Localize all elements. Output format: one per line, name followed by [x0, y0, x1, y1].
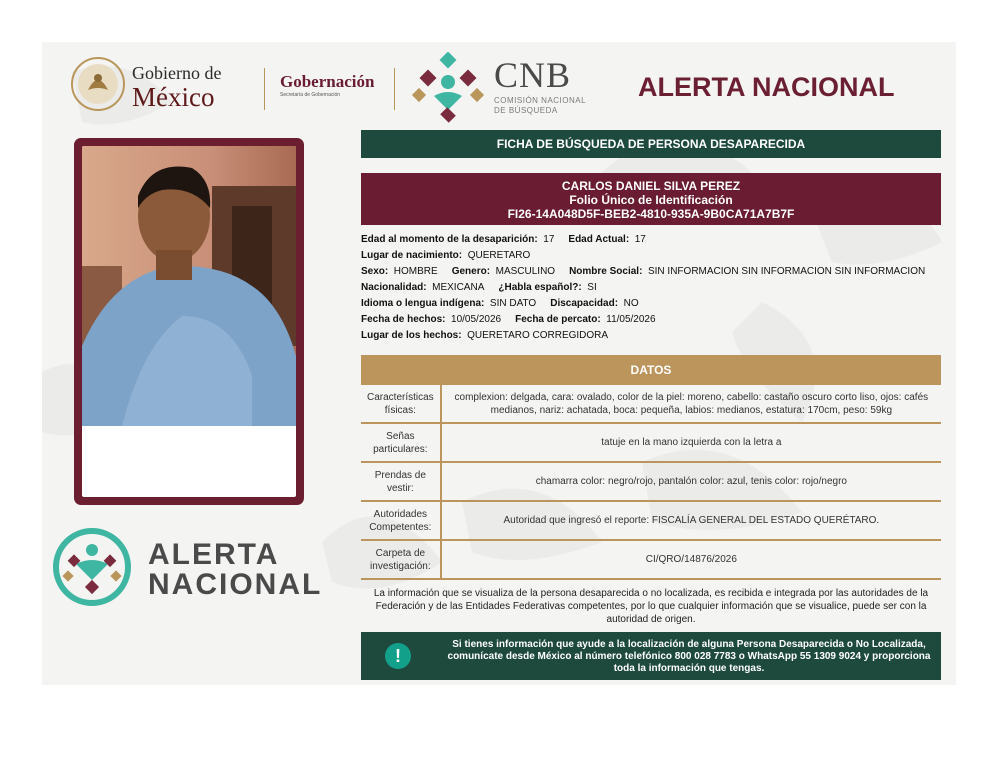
contact-banner	[361, 632, 941, 680]
edad-value: 17	[543, 234, 555, 245]
photo-inner	[82, 146, 296, 497]
sexo-value: HOMBRE	[393, 266, 438, 277]
fecha-hechos-value: 10/05/2026	[451, 314, 502, 325]
edad-actual-label: Edad Actual:	[568, 234, 630, 245]
exclamation-icon: !	[385, 643, 411, 669]
cnb-sub-line1: COMISIÓN NACIONAL	[494, 96, 587, 105]
lugar-hechos-label: Lugar de los hechos:	[361, 330, 462, 341]
fecha-hechos-label: Fecha de hechos:	[361, 314, 446, 325]
ficha-title: FICHA DE BÚSQUEDA DE PERSONA DESAPARECIDA	[361, 130, 941, 158]
folio-label: Folio Único de Identificación	[569, 193, 733, 207]
info-row-lugar-nacimiento	[361, 248, 941, 264]
cnb-title: CNB	[494, 55, 572, 95]
alerta-nacional-title: ALERTA NACIONAL	[638, 72, 895, 102]
datos-label: Señas particulares:	[361, 423, 441, 462]
datos-table	[361, 385, 941, 580]
alerta-nacional-logo-text	[148, 540, 322, 600]
header-divider	[264, 68, 265, 110]
datos-title: DATOS	[361, 355, 941, 385]
discapacidad-value: NO	[623, 298, 639, 309]
gobernacion-logo: Gobernación	[280, 72, 375, 91]
datos-value: chamarra color: negro/rojo, pantalón color: azul, tenis color: rojo/negro	[441, 462, 941, 501]
table-row	[361, 501, 941, 540]
info-row-idioma	[361, 296, 941, 312]
person-info	[361, 232, 941, 344]
nombre-social-label: Nombre Social:	[569, 266, 643, 277]
nacionalidad-value: MEXICANA	[432, 282, 485, 293]
idioma-value: SIN DATO	[489, 298, 537, 309]
mexico-text: México	[132, 82, 215, 112]
person-name: CARLOS DANIEL SILVA PEREZ	[561, 179, 741, 193]
genero-value: MASCULINO	[495, 266, 556, 277]
datos-label: Autoridades Competentes:	[361, 501, 441, 540]
table-row	[361, 462, 941, 501]
lugar-hechos-value: QUERETARO CORREGIDORA	[467, 330, 609, 341]
table-row	[361, 385, 941, 423]
espanol-value: SI	[587, 282, 597, 293]
discapacidad-label: Discapacidad:	[550, 298, 619, 309]
gobierno-text: Gobierno de	[132, 63, 222, 83]
nacionalidad-label: Nacionalidad:	[361, 282, 427, 293]
person-photo	[82, 146, 296, 426]
disclaimer-text: La información que se visualiza de la persona desaparecida o no localizada, es recibida e integrada por las autoridades de la Federación y de las Entidades Federativas competentes, por lo que cualquier información que se visualice, puede ser con la autoridad de origen.	[373, 588, 929, 625]
datos-value: complexion: delgada, cara: ovalado, color de la piel: moreno, cabello: castaño oscuro corto liso, ojos: cafés medianos, nariz: achatada, boca: pequeña, labios: medianos, estatura: 170cm, peso: 59kg	[441, 385, 941, 423]
logo-line2: NACIONAL	[148, 568, 323, 601]
fecha-percato-label: Fecha de percato:	[515, 314, 601, 325]
folio-value: FI26-14A048D5F-BEB2-4810-935A-9B0CA71A7B7F	[507, 207, 795, 221]
cnb-sub-line2: DE BÚSQUEDA	[494, 106, 558, 115]
edad-label: Edad al momento de la desaparición:	[361, 234, 538, 245]
datos-value: Autoridad que ingresó el reporte: FISCALÍA GENERAL DEL ESTADO QUERÉTARO.	[441, 501, 941, 540]
nombre-social-value: SIN INFORMACION SIN INFORMACION SIN INFORMACION	[647, 266, 926, 277]
gobierno-mexico-logo	[70, 56, 280, 118]
info-row-fechas	[361, 312, 941, 328]
alerta-nacional-logo-icon	[52, 526, 132, 608]
table-row	[361, 423, 941, 462]
datos-label: Carpeta de investigación:	[361, 540, 441, 579]
datos-label: Prendas de vestir:	[361, 462, 441, 501]
logo-line1: ALERTA	[148, 538, 280, 571]
edad-actual-value: 17	[634, 234, 646, 245]
lugar-nacimiento-value: QUERETARO	[467, 250, 531, 261]
fecha-percato-value: 11/05/2026	[606, 314, 656, 325]
header-divider	[394, 68, 395, 110]
escudo-icon	[70, 56, 126, 112]
espanol-label: ¿Habla español?:	[498, 282, 582, 293]
genero-label: Genero:	[451, 266, 491, 277]
info-row-edad	[361, 232, 941, 248]
cnb-logo-icon	[408, 52, 488, 124]
idioma-label: Idioma o lengua indígena:	[361, 298, 485, 309]
datos-label: Características físicas:	[361, 385, 441, 423]
datos-value: CI/QRO/14876/2026	[441, 540, 941, 579]
lugar-nacimiento-label: Lugar de nacimiento:	[361, 250, 463, 261]
cnb-subtitle	[494, 96, 586, 116]
photo-frame	[74, 138, 304, 505]
sexo-label: Sexo:	[361, 266, 389, 277]
table-row	[361, 540, 941, 579]
search-sheet	[42, 42, 956, 685]
contact-text: Si tienes información que ayude a la localización de alguna Persona Desaparecida o No Localizada, comunícate desde México al número telefónico 800 028 7783 o WhatsApp 55 1309 9024 y proporciona toda la información que tengas.	[447, 639, 931, 674]
datos-value: tatuje en la mano izquierda con la letra a	[441, 423, 941, 462]
person-name-block	[361, 173, 941, 225]
info-row-lugar-hechos	[361, 328, 941, 344]
info-row-nacionalidad	[361, 280, 941, 296]
gobernacion-sub: Secretaría de Gobernación	[280, 92, 341, 98]
info-row-sexo	[361, 265, 941, 278]
